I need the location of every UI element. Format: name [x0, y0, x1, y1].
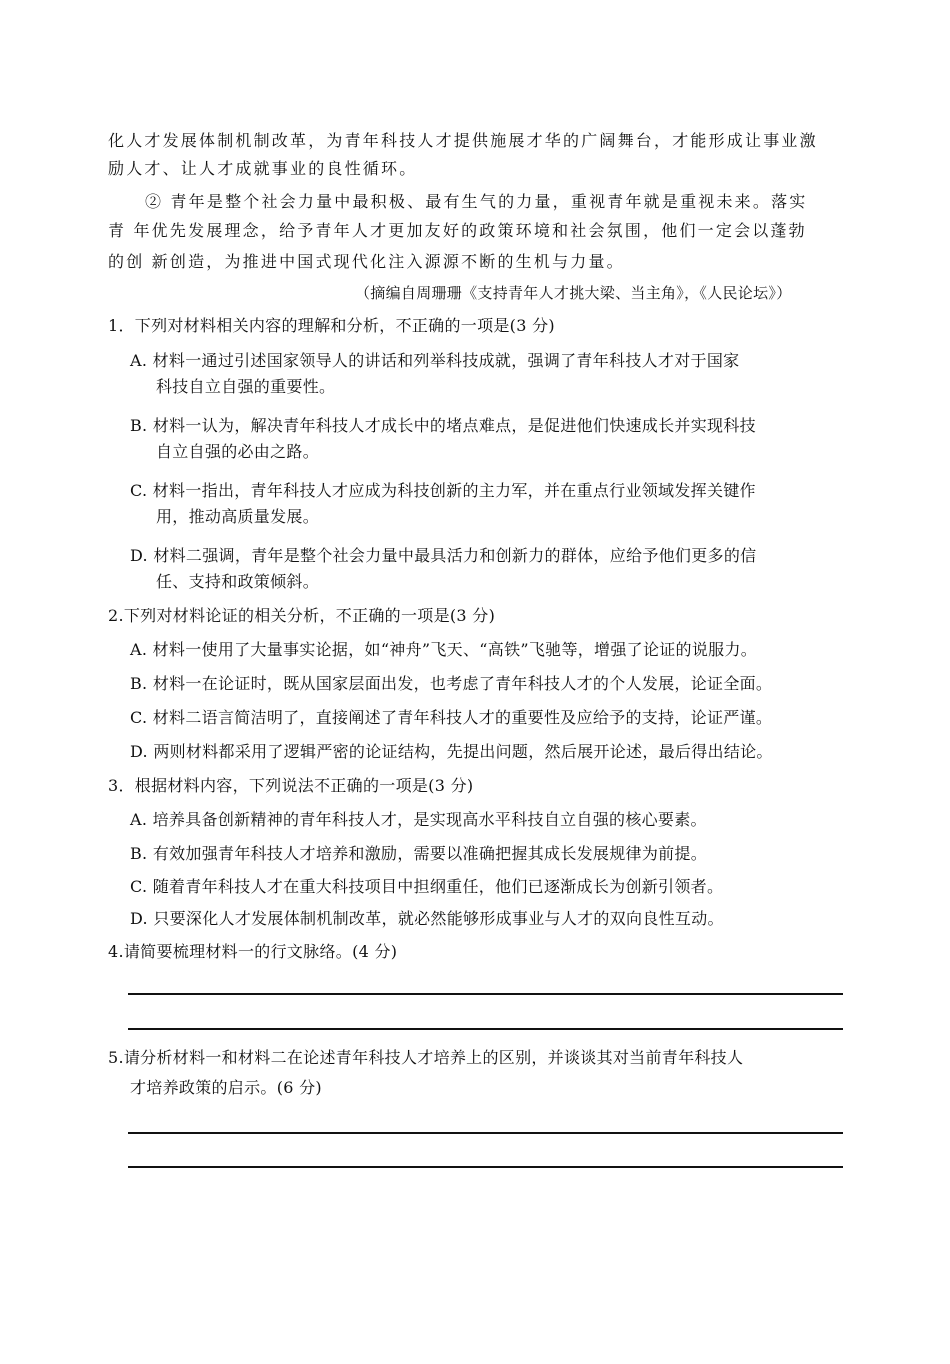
option-line: C. 材料一指出，青年科技人才应成为科技创新的主力军，并在重点行业领域发挥关键作 — [130, 481, 756, 500]
answer-line[interactable] — [128, 1166, 843, 1168]
passage-line: 青 年优先发展理念，给予青年人才更加友好的政策环境和社会氛围，他们一定会以蓬勃 — [108, 221, 807, 240]
option-line: D. 两则材料都采用了逻辑严密的论证结构，先提出问题，然后展开论述，最后得出结论。 — [130, 742, 773, 761]
option-line: B. 材料一在论证时，既从国家层面出发，也考虑了青年科技人才的个人发展，论证全面。 — [130, 674, 773, 693]
option-line: 科技自立自强的重要性。 — [156, 377, 336, 396]
answer-line[interactable] — [128, 1028, 843, 1030]
question-stem: 1．下列对材料相关内容的理解和分析，不正确的一项是(3 分) — [108, 316, 555, 335]
option-line: A. 材料一通过引述国家领导人的讲话和列举科技成就，强调了青年科技人才对于国家 — [130, 351, 740, 370]
question-stem: 3．根据材料内容，下列说法不正确的一项是(3 分) — [108, 776, 474, 795]
option-line: A. 培养具备创新精神的青年科技人才，是实现高水平科技自立自强的核心要素。 — [130, 810, 707, 829]
passage-line: 的创 新创造，为推进中国式现代化注入源源不断的生机与力量。 — [108, 252, 625, 271]
passage-source: （摘编自周珊珊《支持青年人才挑大梁、当主角》，《人民论坛》） — [355, 284, 792, 302]
option-line: D. 只要深化人才发展体制机制改革，就必然能够形成事业与人才的双向良性互动。 — [130, 909, 724, 928]
question-stem: 2.下列对材料论证的相关分析，不正确的一项是(3 分) — [108, 606, 496, 625]
question-stem: 5.请分析材料一和材料二在论述青年科技人才培养上的区别，并谈谈其对当前青年科技人 — [108, 1048, 744, 1067]
question-stem-continued: 才培养政策的启示。(6 分) — [130, 1078, 322, 1097]
option-line: B. 有效加强青年科技人才培养和激励，需要以准确把握其成长发展规律为前提。 — [130, 844, 708, 863]
option-line: 任、支持和政策倾斜。 — [156, 572, 320, 591]
option-line: B. 材料一认为，解决青年科技人才成长中的堵点难点，是促进他们快速成长并实现科技 — [130, 416, 756, 435]
answer-line[interactable] — [128, 993, 843, 995]
passage-line: ② 青年是整个社会力量中最积极、最有生气的力量，重视青年就是重视未来。落实 — [145, 192, 808, 211]
option-line: C. 材料二语言简洁明了，直接阐述了青年科技人才的重要性及应给予的支持，论证严谨。 — [130, 708, 773, 727]
option-line: 用，推动高质量发展。 — [156, 507, 320, 526]
option-line: D. 材料二强调，青年是整个社会力量中最具活力和创新力的群体，应给予他们更多的信 — [130, 546, 757, 565]
option-line: A. 材料一使用了大量事实论据，如“神舟”飞天、“高铁”飞驰等，增强了论证的说服力。 — [130, 640, 758, 659]
option-line: C. 随着青年科技人才在重大科技项目中担纲重任，他们已逐渐成长为创新引领者。 — [130, 877, 724, 896]
passage-line: 励人才、让人才成就事业的良性循环。 — [108, 159, 418, 178]
passage-line: 化人才发展体制机制改革，为青年科技人才提供施展才华的广阔舞台，才能形成让事业激 — [108, 131, 818, 150]
option-line: 自立自强的必由之路。 — [156, 442, 320, 461]
question-stem: 4.请简要梳理材料一的行文脉络。(4 分) — [108, 942, 398, 961]
answer-line[interactable] — [128, 1132, 843, 1134]
